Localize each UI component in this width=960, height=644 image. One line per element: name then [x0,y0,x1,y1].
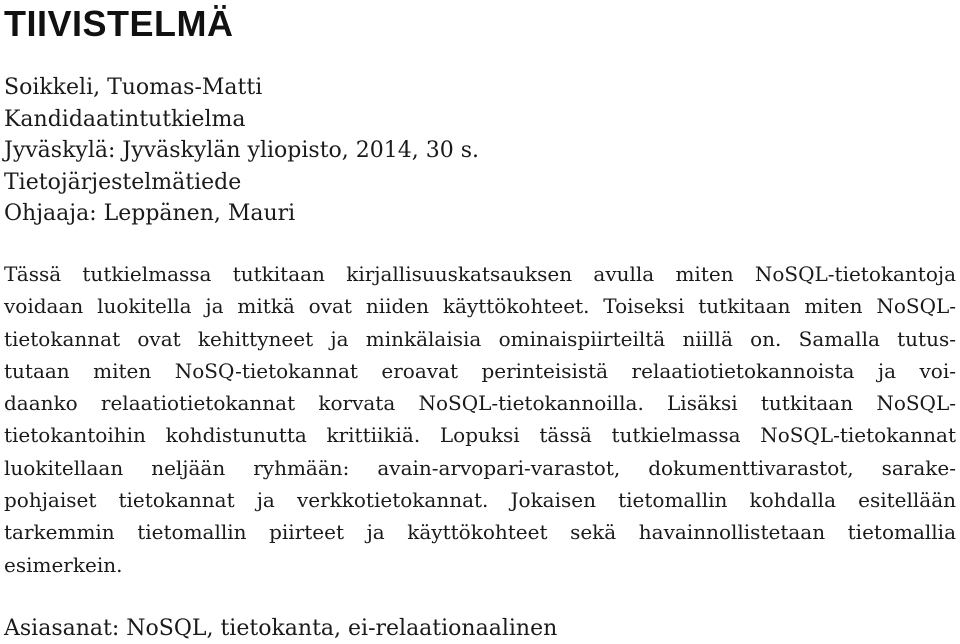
thesis-type: Kandidaatintutkielma [4,106,246,132]
abstract-line: tarkemmin tietomallin piirteet ja käyttökohteet sekä havainnollistetaan tietomallia [4,520,956,545]
abstract-line: tietokannat ovat kehittyneet ja minkälaisia ominaispiirteiltä niillä on. Samalla tutus- [4,326,956,351]
abstract-line: daanko relaatiotietokannat korvata NoSQL-tietokannoilla. Lisäksi tutkitaan NoSQL- [4,391,956,416]
abstract-line: tietokantoihin kohdistunutta krittiikiä. Lopuksi tässä tutkielmassa NoSQL-tietokannat [4,423,956,448]
abstract-line: luokitellaan neljään ryhmään: avain-arvopari-varastot, dokumenttivarastot, sarake- [4,455,956,480]
thesis-metadata [4,72,956,230]
publisher-info: Jyväskylä: Jyväskylän yliopisto, 2014, 30 s. [4,138,480,164]
abstract-page [4,0,956,641]
supervisor: Ohjaaja: Leppänen, Mauri [4,201,296,227]
abstract-line: Tässä tutkielmassa tutkitaan kirjallisuuskatsauksen avulla miten NoSQL-tietokantoja [4,261,956,286]
abstract-line: tutaan miten NoSQ-tietokannat eroavat perinteisistä relaatiotietokannoista ja voi- [4,358,956,383]
abstract-line: voidaan luokitella ja mitkä ovat niiden käyttökohteet. Toiseksi tutkitaan miten NoSQL- [4,294,956,319]
keywords: Asiasanat: NoSQL, tietokanta, ei-relaationaalinen [4,616,558,641]
subject: Tietojärjestelmätiede [4,169,242,195]
author: Soikkeli, Tuomas-Matti [4,75,263,100]
page-title: TIIVISTELMÄ [4,3,234,44]
abstract-line: esimerkein. [4,552,123,577]
abstract-text [4,258,956,581]
abstract-line: pohjaiset tietokannat ja verkkotietokannat. Jokaisen tietomallin kohdalla esitellään [4,488,956,513]
